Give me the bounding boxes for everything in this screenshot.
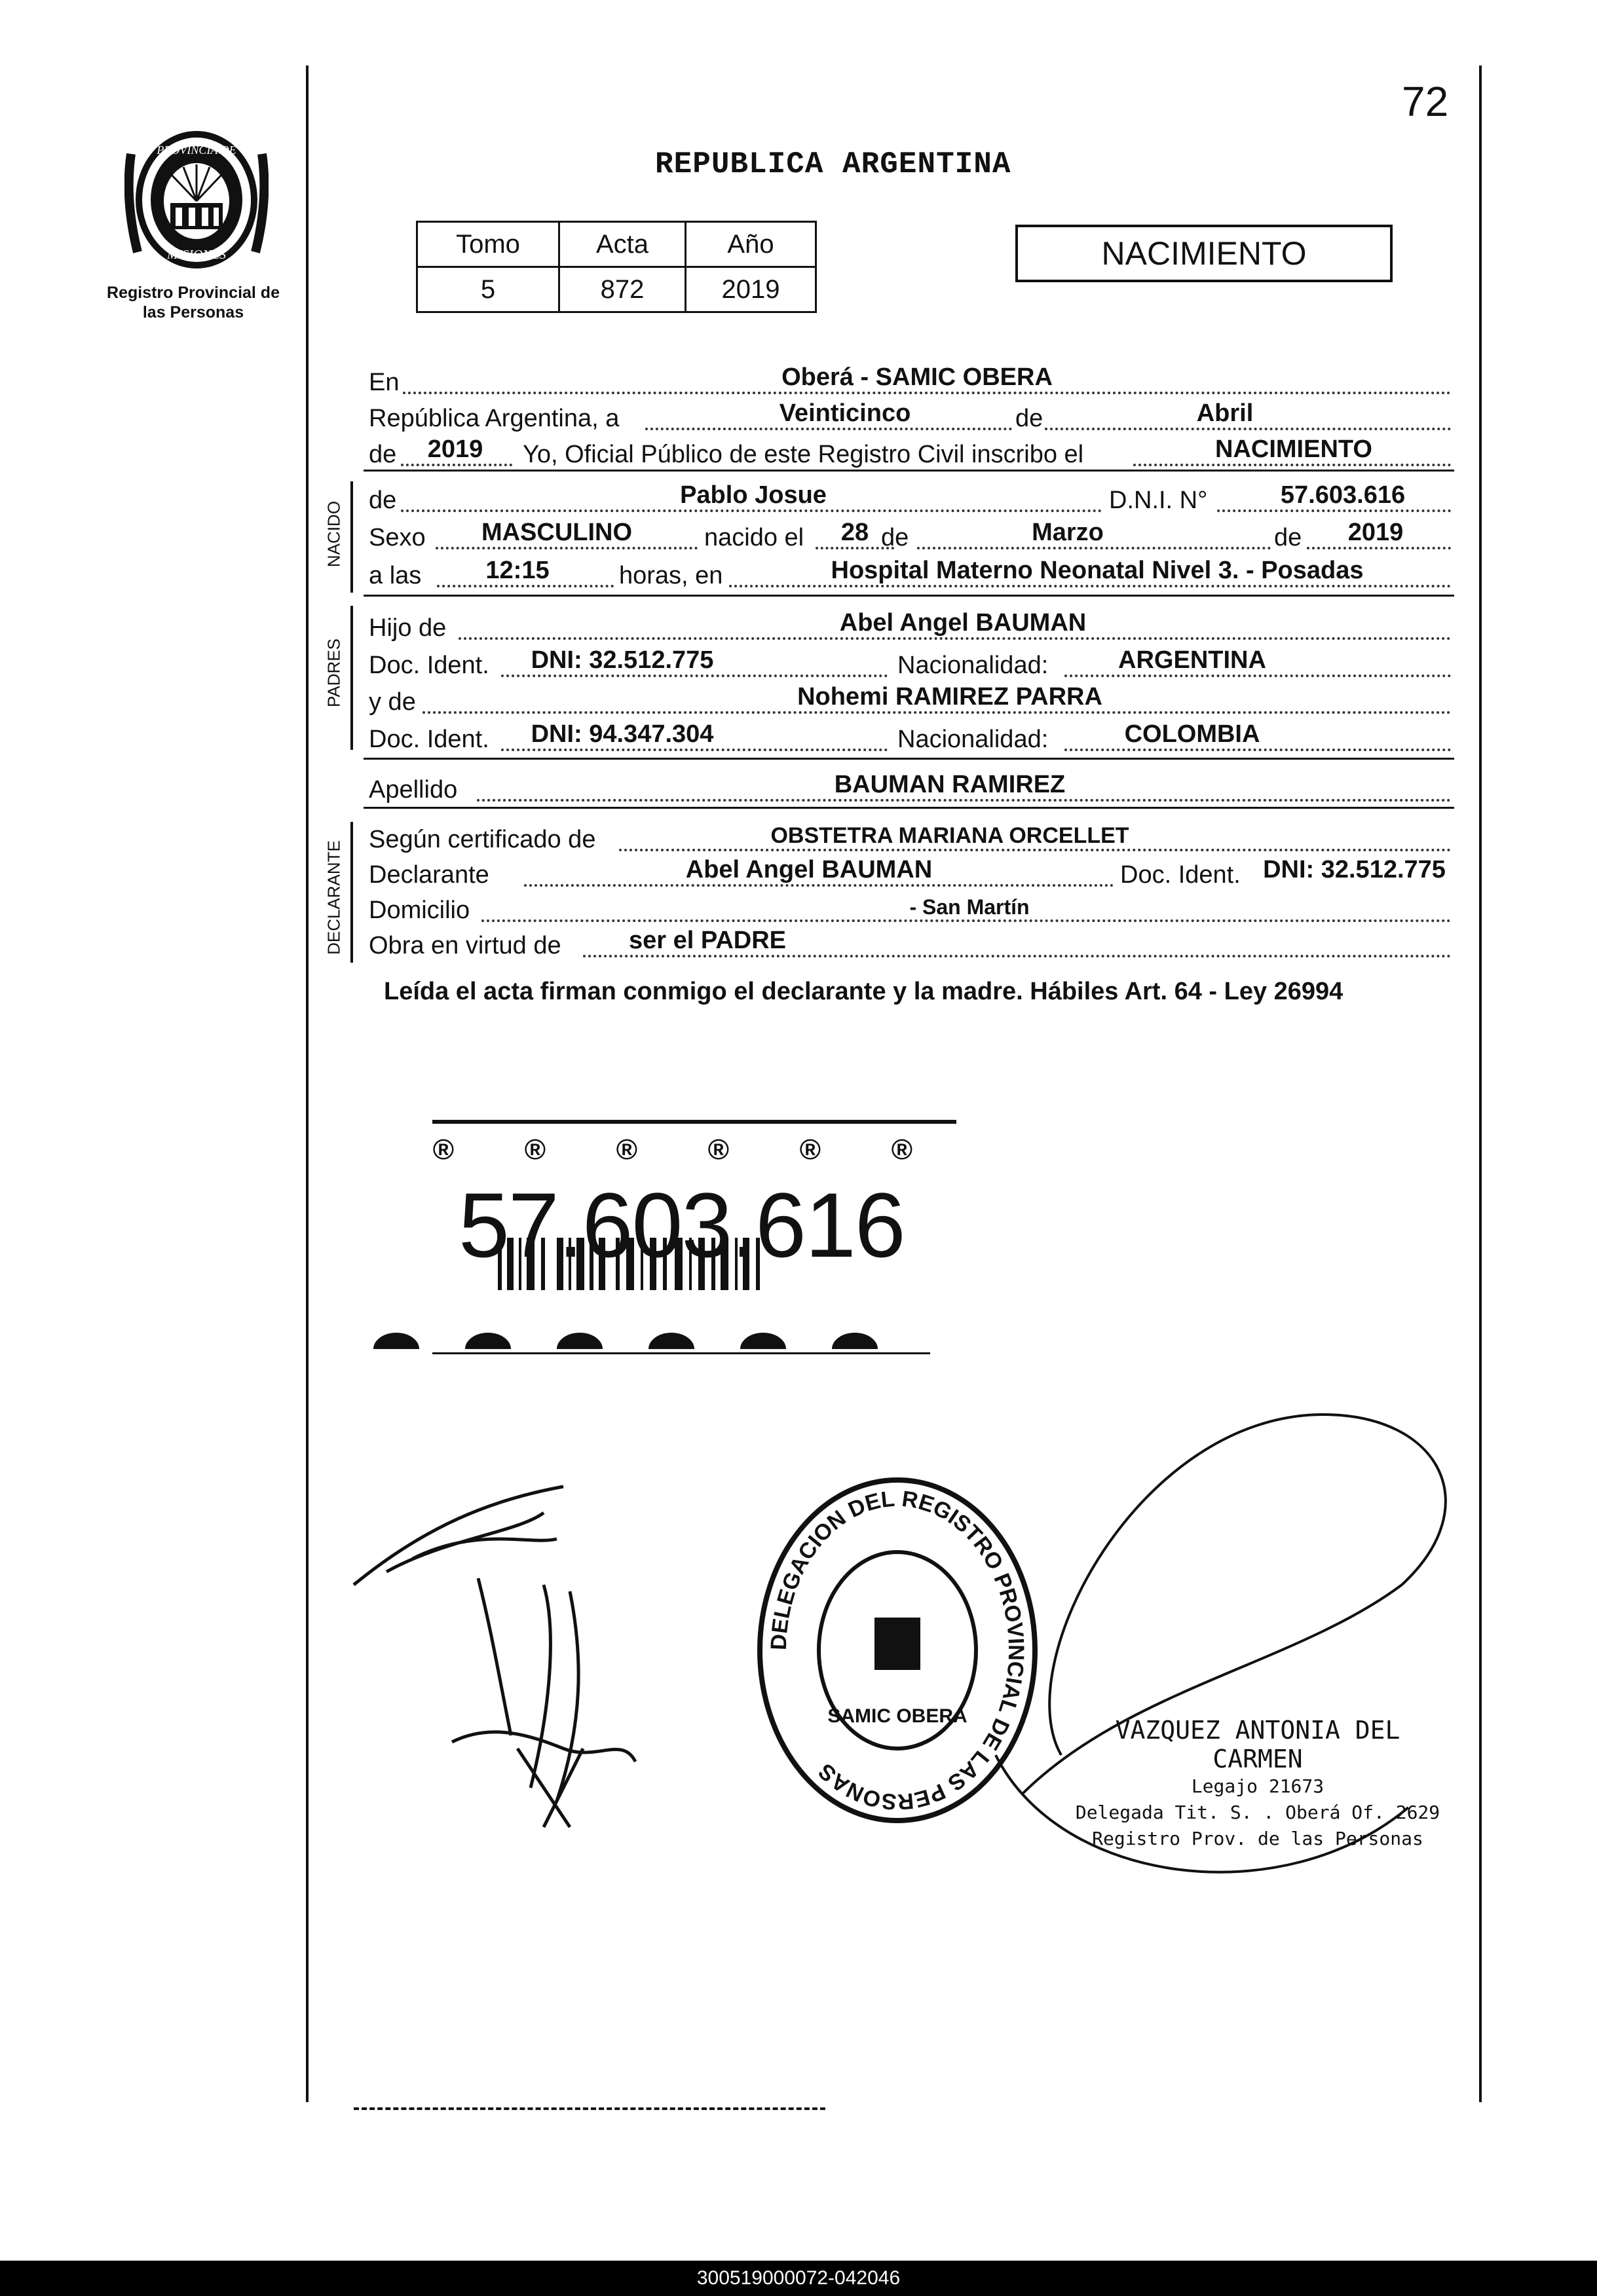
value-nombre: Pablo Josue [680,481,827,509]
ref-header-tomo: Tomo [417,222,559,267]
value-sexo: MASCULINO [481,519,633,546]
value-domicilio: - San Martín [909,895,1030,919]
row-hora [0,557,1597,593]
value-anio-inscripcion: 2019 [427,435,483,463]
dots [524,884,1114,887]
province-crest-logo [124,128,269,278]
value-lugar: Oberá - SAMIC OBERA [781,363,1053,391]
dots [1064,675,1451,677]
value-lugar-nac: Hospital Materno Neonatal Nivel 3. - Posadas [831,557,1364,584]
svg-text:®: ® [432,1134,454,1166]
dots [423,711,1451,714]
dots [917,547,1271,549]
label-de-anio: de [1274,524,1302,551]
row-certificado [0,824,1597,857]
dots [436,547,698,549]
dots [645,428,1012,430]
row-apellido [0,771,1597,807]
officer-legajo: Legajo 21673 [1191,1775,1325,1797]
label-segun-certificado: Según certificado de [369,826,596,853]
label-de: de [369,441,397,468]
dots [477,799,1451,802]
closing-note: Leída el acta firman conmigo el declarante y la madre. Hábiles Art. 64 - Ley 26994 [384,978,1343,1005]
record-type-box: NACIMIENTO [1015,225,1393,282]
document-code-bar: 300519000072-042046 [0,2261,1597,2296]
stamp-ring-text: DELEGACION DEL REGISTRO PROVINCIAL DE LAS PERSONAS [766,1486,1029,1815]
dots [1307,547,1451,549]
country-title: REPUBLICA ARGENTINA [655,147,1011,181]
label-domicilio: Domicilio [369,897,470,924]
value-madre-doc: DNI: 94.347.304 [531,720,714,748]
row-sexo [0,519,1597,555]
dots [729,585,1451,587]
label-obra-en-virtud: Obra en virtud de [369,932,561,959]
value-madre-nac: COLOMBIA [1124,720,1260,748]
row-anio-inscripcion [0,435,1597,472]
value-mes-inscripcion: Abril [1196,399,1254,427]
value-declarante-doc: DNI: 32.512.775 [1263,856,1446,883]
ref-value-anio: 2019 [686,267,816,312]
dots [1045,428,1451,430]
value-madre: Nohemi RAMIREZ PARRA [797,683,1102,711]
dots [437,585,614,587]
value-padre-doc: DNI: 32.512.775 [531,646,714,674]
label-doc-ident-declarante: Doc. Ident. [1120,861,1241,889]
svg-text:®: ® [616,1134,637,1166]
label-dni: D.N.I. N° [1109,487,1208,514]
value-anio-nac: 2019 [1347,519,1404,546]
value-padre: Abel Angel BAUMAN [839,609,1087,637]
row-lugar [0,363,1597,399]
declarant-signature [347,1460,753,1853]
dots [1064,749,1451,751]
value-apellido: BAUMAN RAMIREZ [834,771,1066,798]
label-doc-ident: Doc. Ident. [369,726,489,753]
label-de-month: de [881,524,909,551]
label-de-month: de [1015,405,1043,432]
row-domicilio [0,895,1597,927]
label-a-las: a las [369,562,422,589]
label-sexo: Sexo [369,524,426,551]
label-y-de: y de [369,688,416,716]
dni-sticker-number: 57.603.616 [459,1174,905,1276]
label-en: En [369,369,400,396]
page-number: 72 [1402,78,1449,125]
registry-name: Registro Provincial de las Personas [107,284,280,322]
logo-text-top: PROVINCIA DE [157,143,236,157]
svg-text:®: ® [524,1134,546,1166]
officer-role: Delegada Tit. S. . Oberá Of. 2629 [1075,1802,1440,1823]
dots [459,637,1451,640]
dots [1133,464,1451,466]
officer-name: VAZQUEZ ANTONIA DEL CARMEN [1115,1716,1400,1773]
label-horas-en: horas, en [619,562,723,589]
value-certificado: OBSTETRA MARIANA ORCELLET [770,823,1129,848]
label-declarante: Declarante [369,861,489,889]
label-nacido-el: nacido el [704,524,804,551]
row-padre [0,609,1597,645]
dots [401,464,512,466]
dots [501,675,888,677]
label-hijo-de: Hijo de [369,614,447,642]
dots [583,955,1451,957]
officer-signature-block [1074,1716,1441,1852]
row-madre [0,683,1597,719]
ref-value-tomo: 5 [417,267,559,312]
value-dia-inscripcion: Veinticinco [779,399,911,427]
value-tipo: NACIMIENTO [1215,435,1372,463]
row-divider [364,595,1454,597]
row-nombre [0,481,1597,517]
section-label-declarante: DECLARANTE [324,840,344,955]
label-nacionalidad: Nacionalidad: [897,652,1049,679]
label-doc-ident: Doc. Ident. [369,652,489,679]
officer-registry: Registro Prov. de las Personas [1092,1828,1423,1849]
ref-value-acta: 872 [559,267,686,312]
ref-header-anio: Año [686,222,816,267]
row-divider [364,470,1454,472]
row-obra-en-virtud [0,927,1597,963]
official-stamp [747,1467,1048,1834]
dots [1217,509,1451,512]
svg-text:®: ® [707,1134,729,1166]
dots [403,392,1451,394]
row-madre-doc [0,720,1597,756]
row-fecha-inscripcion [0,399,1597,435]
value-dia-nac: 28 [840,519,869,546]
dots [501,749,888,751]
value-hora: 12:15 [485,557,550,584]
dots [481,919,1451,922]
reference-table [416,221,817,313]
bottom-dashed-line [354,2107,825,2110]
stamp-center-text: SAMIC OBERA [827,1705,968,1727]
value-dni: 57.603.616 [1280,481,1406,509]
section-label-nacido: NACIDO [324,500,344,568]
svg-text:®: ® [891,1134,912,1166]
row-declarante [0,856,1597,892]
label-yo-oficial: Yo, Oficial Público de este Registro Civil inscribo el [523,441,1084,468]
dots [401,509,1102,512]
label-de: de [369,487,397,514]
svg-text:®: ® [799,1134,821,1166]
value-padre-nac: ARGENTINA [1118,646,1266,674]
section-label-padres: PADRES [324,639,344,707]
logo-text-bottom: MISIONES [167,248,226,262]
row-divider [364,758,1454,760]
row-divider [364,807,1454,809]
label-republica: República Argentina, a [369,405,620,432]
label-nacionalidad: Nacionalidad: [897,726,1049,753]
dots [619,849,1451,851]
label-apellido: Apellido [369,776,458,804]
ref-header-acta: Acta [559,222,686,267]
value-declarante: Abel Angel BAUMAN [685,856,933,883]
value-obra-en-virtud: ser el PADRE [628,927,787,954]
value-mes-nac: Marzo [1032,519,1104,546]
